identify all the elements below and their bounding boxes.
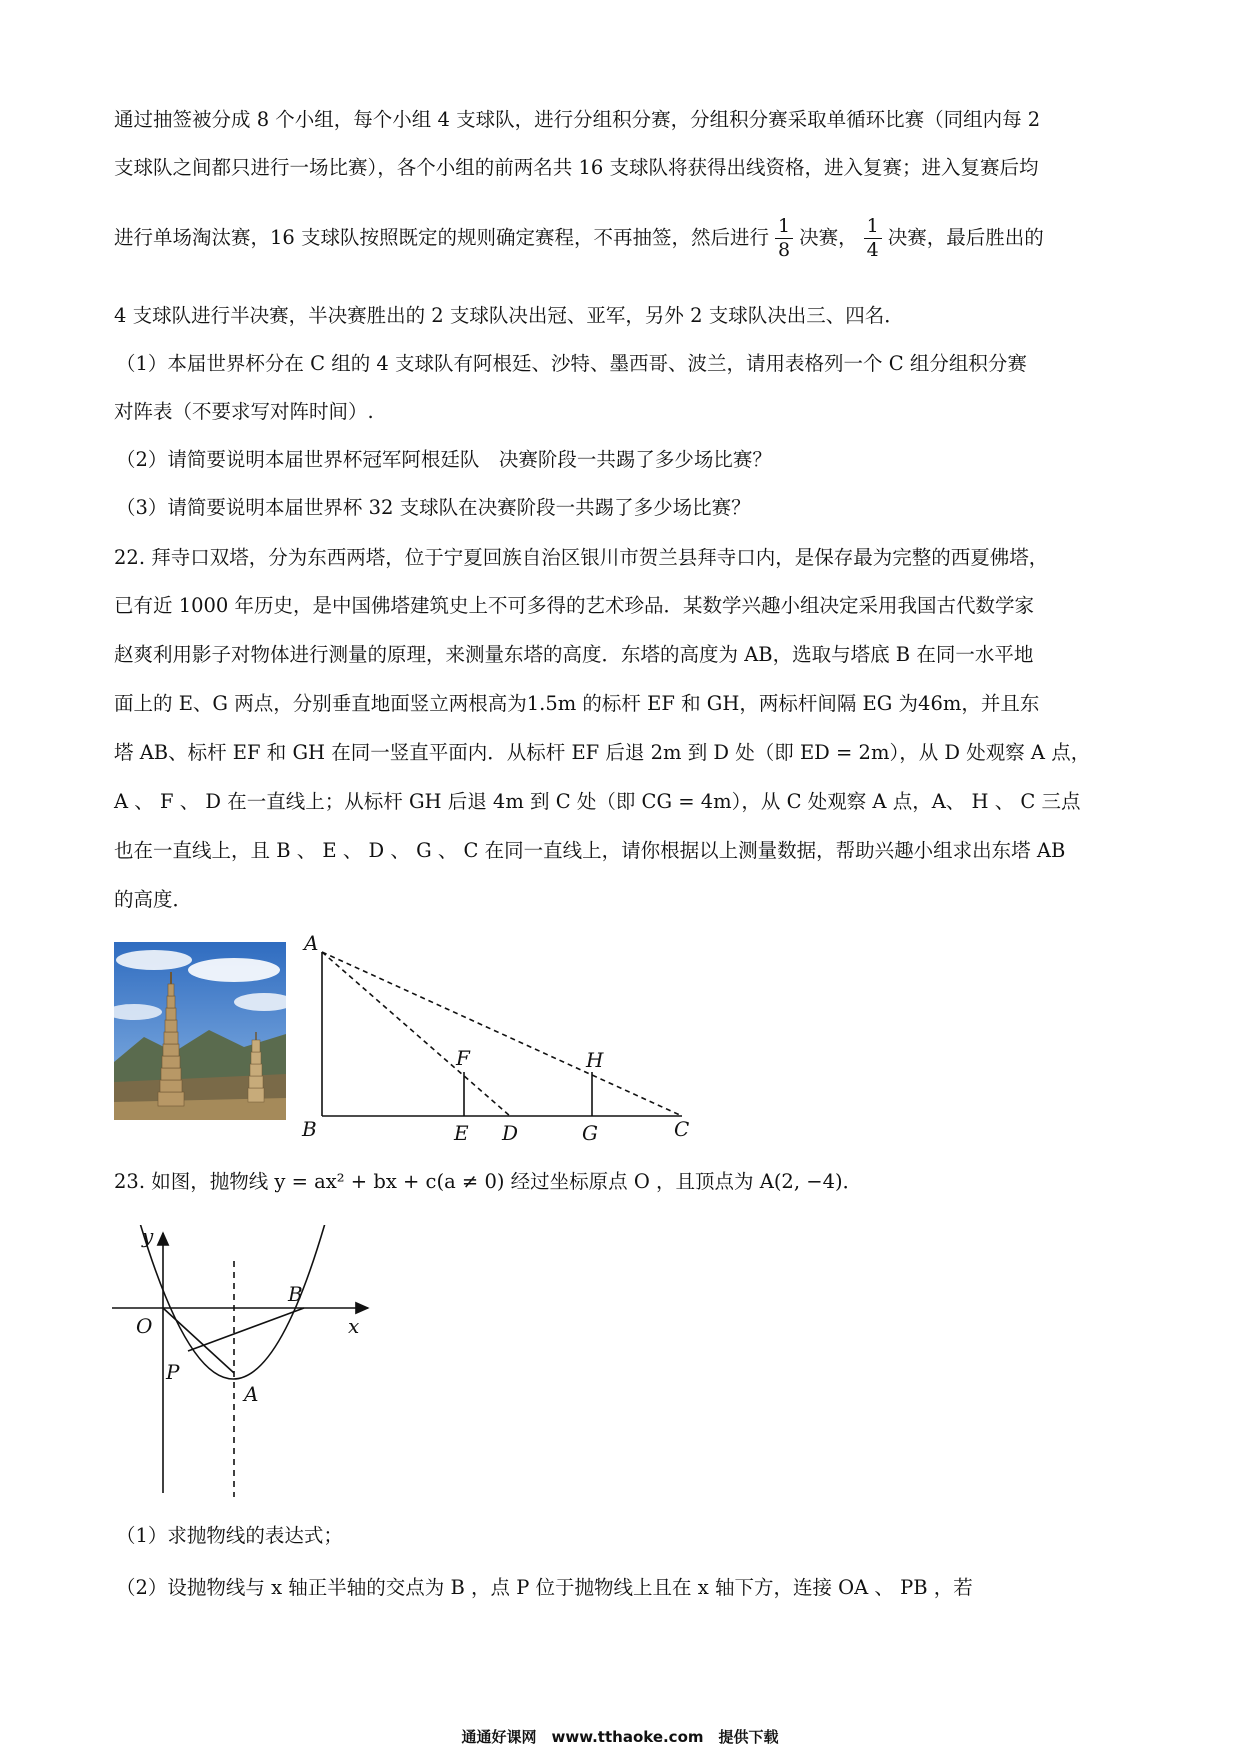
q22-line-8: 的高度． (114, 888, 193, 911)
q23-part-2: （2）设抛物线与 x 轴正半轴的交点为 B ，点 P 位于抛物线上且在 x 轴下方，连接 OA 、 PB ，若 (116, 1576, 973, 1599)
fraction-denominator: 8 (778, 238, 791, 261)
q22-line-7: 也在一直线上，且 B 、 E 、 D 、 G 、 C 在同一直线上，请你根据以上测量数据，帮助兴趣小组求出东塔 AB (114, 839, 1066, 862)
fraction-numerator: 1 (775, 215, 793, 239)
label-a: A (244, 1382, 259, 1406)
parabola-diagram (100, 1225, 380, 1505)
label-e: E (454, 1121, 469, 1145)
label-g: G (582, 1121, 598, 1145)
segment-pb (188, 1308, 304, 1351)
tower-measurement-diagram (290, 930, 710, 1150)
label-b: B (302, 1117, 317, 1141)
q21-part-2: （2）请简要说明本届世界杯冠军阿根廷队 决赛阶段一共踢了多少场比赛？ (116, 448, 772, 471)
label-h: H (586, 1048, 604, 1072)
q21-line-2: 支球队之间都只进行一场比赛），各个小组的前两名共 16 支球队将获得出线资格，进入复赛；进入复赛后均 (114, 156, 1039, 179)
q21-line-3-c: 决赛，最后胜出的 (887, 226, 1044, 249)
q21-line-4: 4 支球队进行半决赛，半决赛胜出的 2 支球队决出冠、亚军，另外 2 支球队决出三、四名． (114, 304, 904, 327)
label-x: x (348, 1314, 360, 1338)
q22-line-6: A 、 F 、 D 在一直线上；从标杆 GH 后退 4m 到 C 处（即 CG = 4m），从 C 处观察 A 点，A、 H 、 C 三点 (114, 790, 1081, 813)
label-b: B (288, 1282, 303, 1306)
label-d: D (502, 1121, 519, 1145)
fraction-one-eighth (775, 215, 793, 262)
q21-part-3: （3）请简要说明本届世界杯 32 支球队在决赛阶段一共踢了多少场比赛？ (116, 496, 751, 519)
label-a: A (304, 931, 319, 955)
q23-part-1: （1）求抛物线的表达式； (116, 1524, 343, 1547)
label-p: P (166, 1360, 180, 1384)
fraction-numerator: 1 (864, 215, 882, 239)
label-y: y (142, 1225, 154, 1248)
q23-line-1: 23. 如图，抛物线 y = ax² + bx + c(a ≠ 0) 经过坐标原点 O ，且顶点为 A(2, −4)． (114, 1170, 863, 1193)
label-c: C (674, 1117, 690, 1141)
q22-line-1: 22. 拜寺口双塔，分为东西两塔，位于宁夏回族自治区银川市贺兰县拜寺口内，是保存最为完整的西夏佛塔， (114, 546, 1049, 569)
sightline-a-d (322, 952, 510, 1116)
q21-part-1a: （1）本届世界杯分在 C 组的 4 支球队有阿根廷、沙特、墨西哥、波兰，请用表格列一个 C 组分组积分赛 (116, 352, 1027, 375)
fraction-one-quarter (864, 215, 882, 262)
q21-part-1b: 对阵表（不要求写对阵时间）. (114, 400, 374, 423)
pagoda-photo (114, 942, 286, 1120)
q22-line-3: 赵爽利用影子对物体进行测量的原理，来测量东塔的高度．东塔的高度为 AB，选取与塔底 B 在同一水平地 (114, 643, 1034, 666)
q21-line-3-b: 决赛， (799, 226, 858, 249)
q22-line-2: 已有近 1000 年历史，是中国佛塔建筑史上不可多得的艺术珍品．某数学兴趣小组决定采用我国古代数学家 (114, 594, 1035, 617)
label-f: F (456, 1046, 470, 1070)
q22-line-5: 塔 AB、标杆 EF 和 GH 在同一竖直平面内．从标杆 EF 后退 2m 到 D 处（即 ED = 2m），从 D 处观察 A 点， (114, 741, 1091, 764)
q21-line-3-a: 进行单场淘汰赛，16 支球队按照既定的规则确定赛程，不再抽签，然后进行 (114, 226, 770, 249)
q21-line-1: 通过抽签被分成 8 个小组，每个小组 4 支球队，进行分组积分赛，分组积分赛采取单循环比赛（同组内每 2 (114, 108, 1041, 131)
sightline-a-c (322, 952, 682, 1116)
q22-line-4: 面上的 E、G 两点，分别垂直地面竖立两根高为1.5m 的标杆 EF 和 GH，两标杆间隔 EG 为46m，并且东 (114, 692, 1040, 715)
label-o: O (136, 1314, 153, 1338)
q21-line-3 (114, 208, 1134, 268)
page-footer: 通通好课网 www.tthaoke.com 提供下载 (461, 1728, 779, 1746)
fraction-denominator: 4 (866, 238, 879, 261)
